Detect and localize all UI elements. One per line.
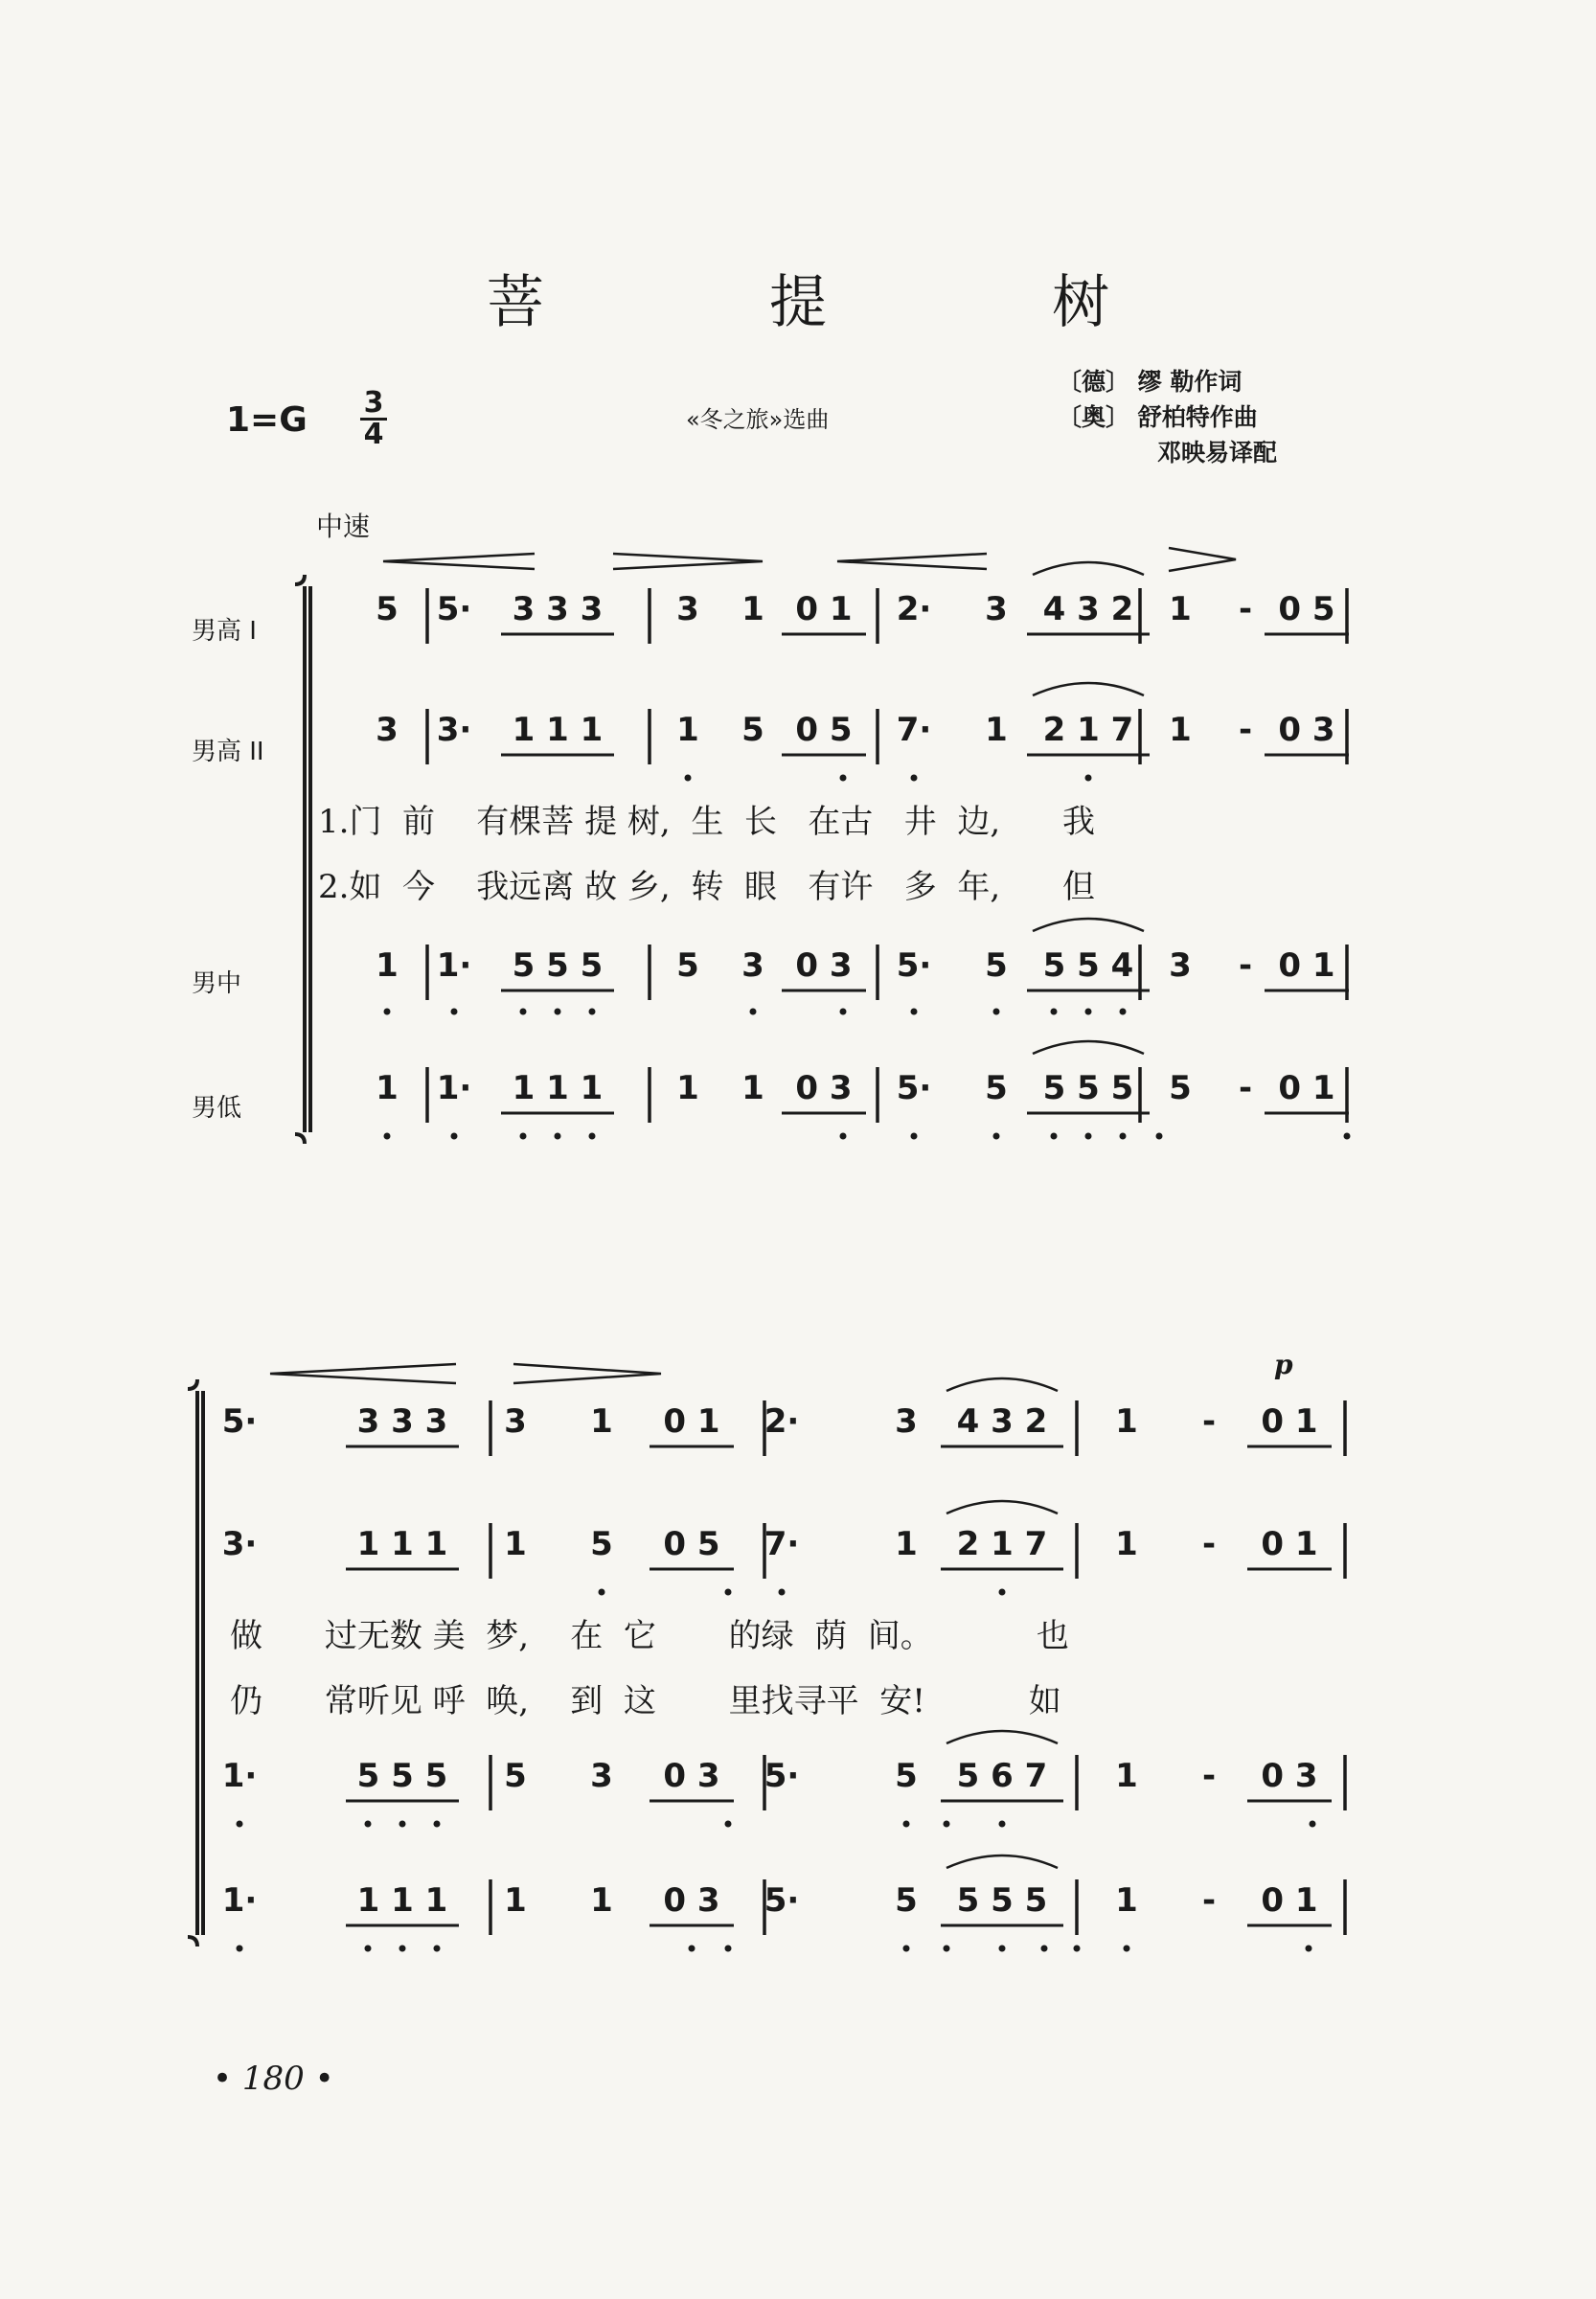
tenor2-s2-note: 5 [590,1525,613,1563]
tenor2-note: 3· [436,711,472,749]
bass-s2-note: 5· [764,1881,800,1920]
time-signature-top: 3 [360,389,387,421]
baritone-note: - [1238,946,1253,985]
low-octave-dot [779,1589,786,1596]
triplet-slur-3 [1033,1041,1144,1054]
voice-label-tenor2: 男高 II [192,738,264,766]
triplet-slur-6 [946,1731,1058,1743]
tenor2-s2-note: 1 [895,1525,918,1563]
bass-note: 1· [436,1069,472,1107]
source-note: «冬之旅»选曲 [686,406,830,433]
low-octave-dot [1085,1133,1092,1140]
baritone-note: 3 [741,946,764,985]
baritone-note: 5 [985,946,1008,985]
tenor2-note: 2 1 7 [1042,711,1134,749]
low-octave-dot [725,1589,732,1596]
baritone-note: 0 1 [1278,946,1335,985]
low-octave-dot [689,1946,695,1952]
low-octave-dot [903,1946,910,1952]
low-octave-dot [451,1133,458,1140]
low-octave-dot [399,1946,406,1952]
low-octave-dot [944,1821,950,1828]
baritone-s2-note: 1· [221,1757,258,1795]
bass-s2-note: 1· [221,1881,258,1920]
hairpin-3 [837,554,987,569]
low-octave-dot [1306,1946,1312,1952]
tenor1-note: - [1238,590,1253,628]
baritone-note: 5 5 5 [512,946,604,985]
tenor1-s2-note: 3 [895,1402,918,1441]
bass-s2-note: 1 [1115,1881,1138,1920]
low-octave-dot [399,1821,406,1828]
low-octave-dot [237,1946,243,1952]
low-octave-dot [944,1946,950,1952]
tenor2-note: 5 [741,711,764,749]
low-octave-dot [520,1009,527,1015]
low-octave-dot [1310,1821,1316,1828]
tenor1-s2-note: 5· [221,1402,258,1441]
baritone-s2-note: 3 [590,1757,613,1795]
low-octave-dot [999,1946,1006,1952]
tenor2-note: 1 [676,711,699,749]
tenor1-note: 0 1 [795,590,853,628]
baritone-s2-note: - [1201,1757,1217,1795]
tenor2-s2-note: 1 [504,1525,527,1563]
bass-note: 1 [741,1069,764,1107]
tenor2-s2-note: 2 1 7 [956,1525,1048,1563]
hairpin-2 [613,554,763,569]
lyric-verse2-line1: 2.如 今 我远离 故 乡, 转 眼 有许 多 年, 但 [318,868,1096,906]
low-octave-dot [1344,1133,1351,1140]
baritone-s2-note: 1 [1115,1757,1138,1795]
low-octave-dot [993,1009,1000,1015]
low-octave-dot [589,1133,596,1140]
time-signature-bottom: 4 [363,418,384,451]
tenor2-s2-note: - [1201,1525,1217,1563]
triplet-slur-7 [946,1855,1058,1868]
low-octave-dot [911,1009,918,1015]
baritone-s2-note: 5 6 7 [956,1757,1048,1795]
low-octave-dot [434,1946,441,1952]
low-octave-dot [1156,1133,1163,1140]
tenor1-note: 5 [376,590,399,628]
low-octave-dot [903,1821,910,1828]
tenor1-note: 4 3 2 [1042,590,1134,628]
tenor2-s2-note: 7· [764,1525,800,1563]
tenor1-s2-note: 3 3 3 [356,1402,448,1441]
bass-note: - [1238,1069,1253,1107]
tenor1-s2-note: 0 1 [1261,1402,1318,1441]
tenor1-s2-note: 2· [764,1402,800,1441]
triplet-slur-0 [1033,562,1144,575]
tenor1-note: 2· [896,590,932,628]
low-octave-dot [434,1821,441,1828]
bass-s2-note: 1 [590,1881,613,1920]
song-title: 菩 提 树 [486,269,1214,336]
bass-s2-note: 5 5 5 [956,1881,1048,1920]
dynamic-marking: p [1274,1349,1293,1380]
bass-note: 5· [896,1069,932,1107]
triplet-slur-5 [946,1501,1058,1514]
baritone-s2-note: 5 5 5 [356,1757,448,1795]
baritone-note: 5 5 4 [1042,946,1134,985]
baritone-note: 5 [676,946,699,985]
tenor1-s2-note: 3 [504,1402,527,1441]
baritone-note: 5· [896,946,932,985]
low-octave-dot [993,1133,1000,1140]
low-octave-dot [365,1946,372,1952]
low-octave-dot [1051,1133,1058,1140]
baritone-s2-note: 5· [764,1757,800,1795]
low-octave-dot [911,1133,918,1140]
baritone-s2-note: 5 [895,1757,918,1795]
bass-s2-note: 1 1 1 [356,1881,448,1920]
bass-note: 0 3 [795,1069,853,1107]
tenor2-note: 0 5 [795,711,853,749]
low-octave-dot [840,1009,847,1015]
baritone-s2-note: 5 [504,1757,527,1795]
low-octave-dot [725,1821,732,1828]
tenor1-s2-note: - [1201,1402,1217,1441]
tenor2-note: 0 3 [1278,711,1335,749]
tenor1-note: 5· [436,590,472,628]
low-octave-dot [555,1133,561,1140]
tenor2-note: 7· [896,711,932,749]
low-octave-dot [750,1009,757,1015]
triplet-slur-4 [946,1378,1058,1391]
key-signature: 1=G [226,400,308,440]
bass-s2-note: - [1201,1881,1217,1920]
tenor1-note: 1 [741,590,764,628]
bass-note: 1 [376,1069,399,1107]
voice-label-bass: 男低 [192,1094,242,1123]
low-octave-dot [840,775,847,782]
low-octave-dot [1120,1009,1127,1015]
tenor1-s2-note: 4 3 2 [956,1402,1048,1441]
low-octave-dot [840,1133,847,1140]
baritone-s2-note: 0 3 [663,1757,720,1795]
tenor1-note: 1 [1169,590,1192,628]
low-octave-dot [555,1009,561,1015]
bass-s2-note: 0 1 [1261,1881,1318,1920]
low-octave-dot [237,1821,243,1828]
lyric-verse1-line1: 1.门 前 有棵菩 提 树, 生 长 在古 井 边, 我 [318,803,1096,841]
low-octave-dot [999,1589,1006,1596]
baritone-note: 0 3 [795,946,853,985]
hairpin-4 [1169,548,1236,571]
bass-note: 5 [1169,1069,1192,1107]
low-octave-dot [1051,1009,1058,1015]
page-number: • 180 • [213,2060,334,2098]
bass-s2-note: 0 3 [663,1881,720,1920]
hairpin-6 [513,1364,661,1383]
low-octave-dot [1085,1009,1092,1015]
hairpin-5 [270,1364,456,1383]
tenor2-note: 1 1 1 [512,711,604,749]
hairpin-1 [383,554,535,569]
low-octave-dot [599,1589,605,1596]
system2-bracket [188,1379,203,1946]
tenor2-note: - [1238,711,1253,749]
translator-credit: 邓映易译配 [1157,439,1278,467]
low-octave-dot [1085,775,1092,782]
tenor2-note: 1 [985,711,1008,749]
baritone-note: 1· [436,946,472,985]
low-octave-dot [1041,1946,1048,1952]
tenor1-s2-note: 0 1 [663,1402,720,1441]
tenor1-note: 0 5 [1278,590,1335,628]
lyricist-credit: 〔德〕 缪 勒作词 [1058,368,1243,396]
low-octave-dot [451,1009,458,1015]
tenor1-note: 3 [676,590,699,628]
bass-s2-note: 5 [895,1881,918,1920]
tenor2-s2-note: 1 1 1 [356,1525,448,1563]
low-octave-dot [384,1009,391,1015]
bass-note: 1 1 1 [512,1069,604,1107]
low-octave-dot [1074,1946,1081,1952]
tenor1-note: 3 [985,590,1008,628]
tempo-marking: 中速 [316,511,371,542]
triplet-slur-1 [1033,683,1144,695]
low-octave-dot [999,1821,1006,1828]
low-octave-dot [1124,1946,1130,1952]
bass-note: 5 5 5 [1042,1069,1134,1107]
low-octave-dot [725,1946,732,1952]
bass-note: 0 1 [1278,1069,1335,1107]
bass-note: 5 [985,1069,1008,1107]
low-octave-dot [384,1133,391,1140]
low-octave-dot [685,775,692,782]
tenor2-note: 1 [1169,711,1192,749]
low-octave-dot [365,1821,372,1828]
lyric-verse1-line2: 做 过无数 美 梦, 在 它 的绿 荫 间。 也 [230,1617,1069,1655]
low-octave-dot [589,1009,596,1015]
low-octave-dot [520,1133,527,1140]
system1-bracket [295,575,310,1144]
low-octave-dot [1120,1133,1127,1140]
baritone-note: 3 [1169,946,1192,985]
low-octave-dot [911,775,918,782]
bass-note: 1 [676,1069,699,1107]
baritone-note: 1 [376,946,399,985]
tenor2-s2-note: 0 1 [1261,1525,1318,1563]
baritone-s2-note: 0 3 [1261,1757,1318,1795]
tenor2-s2-note: 1 [1115,1525,1138,1563]
lyric-verse2-line2: 仍 常听见 呼 唤, 到 这 里找寻平 安! 如 [230,1682,1061,1720]
tenor2-s2-note: 3· [221,1525,258,1563]
voice-label-baritone: 男中 [192,969,242,998]
tenor1-s2-note: 1 [1115,1402,1138,1441]
tenor1-s2-note: 1 [590,1402,613,1441]
bass-s2-note: 1 [504,1881,527,1920]
triplet-slur-2 [1033,919,1144,931]
tenor2-note: 3 [376,711,399,749]
voice-label-tenor1: 男高 I [192,617,257,646]
composer-credit: 〔奥〕 舒柏特作曲 [1058,403,1258,431]
tenor2-s2-note: 0 5 [663,1525,720,1563]
tenor1-note: 3 3 3 [512,590,604,628]
